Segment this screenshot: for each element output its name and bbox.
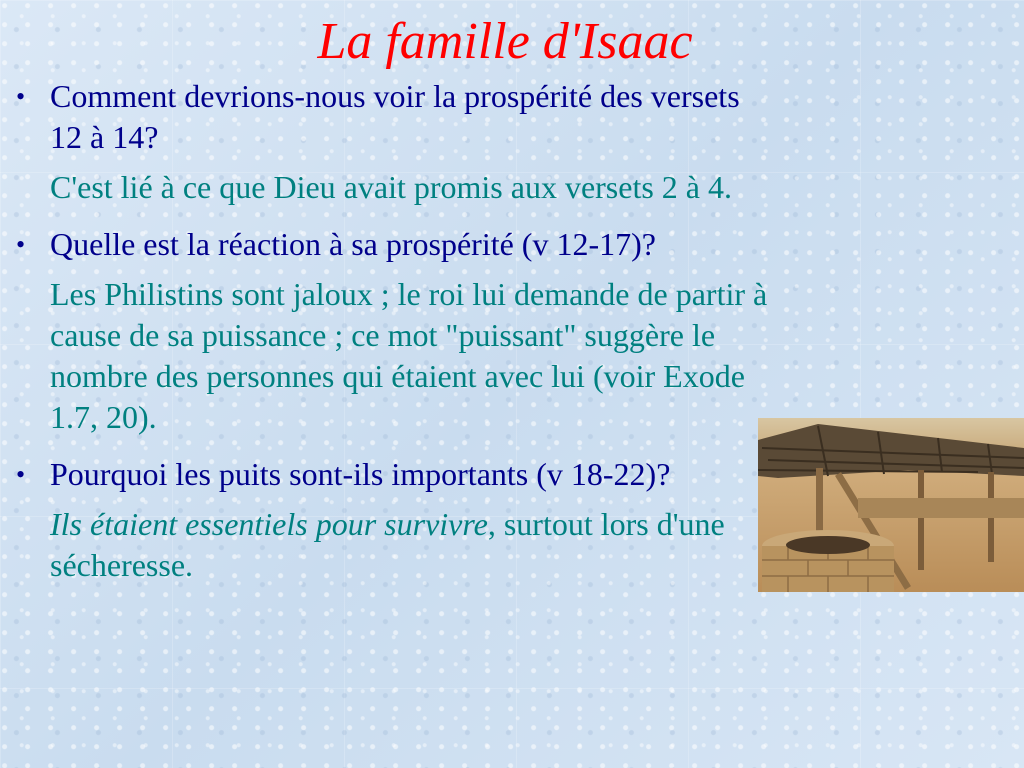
question-1-text: Comment devrions-nous voir la prospérité des versets 12 à 14? <box>50 78 740 155</box>
question-2 <box>14 224 774 265</box>
well-photo <box>758 418 1024 592</box>
question-3 <box>14 454 774 495</box>
question-2-text: Quelle est la réaction à sa prospérité (v 12-17)? <box>50 226 656 262</box>
question-3-text: Pourquoi les puits sont-ils importants (v 18-22)? <box>50 456 671 492</box>
bullet-icon: • <box>16 82 26 111</box>
answer-2: Les Philistins sont jaloux ; le roi lui demande de partir à cause de sa puissance ; ce mot "puissant" suggère le nombre des personnes qui étaient avec lui (voir Exode 1.7, 20). <box>50 276 768 435</box>
bullet-icon: • <box>16 460 26 489</box>
answer-3 <box>14 504 774 586</box>
bullet-icon: • <box>16 230 26 259</box>
answer-1: C'est lié à ce que Dieu avait promis aux versets 2 à 4. <box>50 169 732 205</box>
answer-3-italic: Ils étaient essentiels pour survivre <box>50 506 488 542</box>
question-1 <box>14 76 774 158</box>
answer-3-rest: , surtout lors d'une sécheresse. <box>50 506 725 583</box>
slide-title: La famille d'Isaac <box>317 13 693 70</box>
slide-content <box>14 76 774 586</box>
